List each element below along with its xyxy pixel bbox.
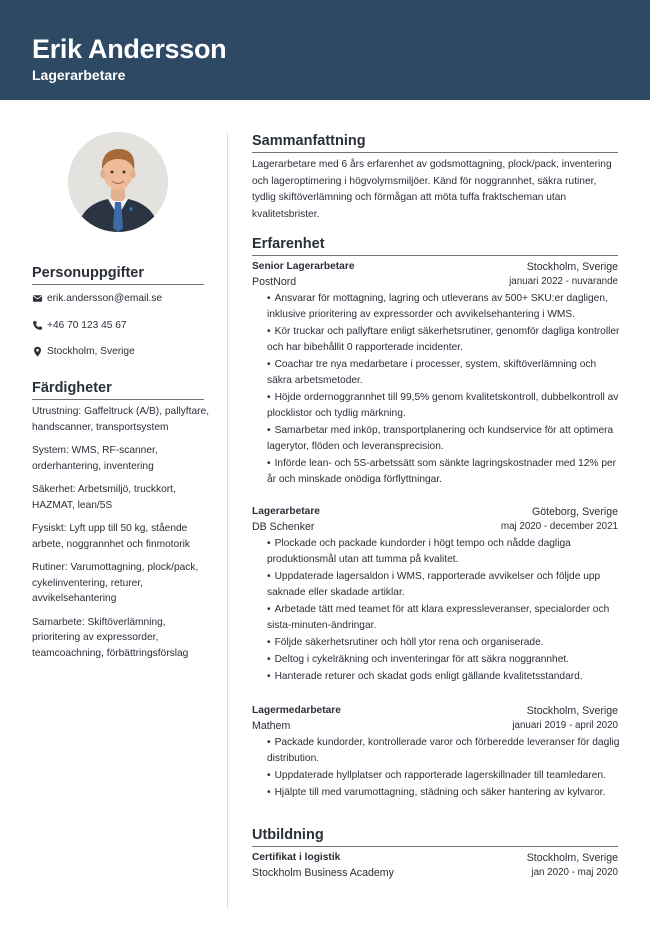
education-dates: jan 2020 - maj 2020 bbox=[531, 866, 618, 878]
column-divider bbox=[227, 133, 228, 908]
skill-item: System: WMS, RF-scanner, orderhantering, inventering bbox=[32, 445, 158, 472]
job-title: Senior Lagerarbetare bbox=[252, 261, 355, 272]
email-text: erik.andersson@email.se bbox=[47, 293, 163, 304]
envelope-icon bbox=[32, 293, 43, 304]
education-entry bbox=[252, 851, 618, 880]
summary-heading: Sammanfattning bbox=[252, 132, 618, 153]
contact-location bbox=[32, 345, 135, 358]
contact-phone[interactable] bbox=[32, 319, 127, 332]
job-bullet: • Packade kundorder, kontrollerade varor och förberedde leveranser för daglig distribution. bbox=[267, 735, 622, 767]
education-location: Stockholm, Sverige bbox=[526, 852, 618, 864]
job-title: Lagermedarbetare bbox=[252, 705, 341, 716]
job-company: Mathem bbox=[252, 719, 291, 732]
job-bullets bbox=[252, 291, 622, 488]
summary-text: Lagerarbetare med 6 års erfarenhet av godsmottagning, plock/pack, inventering och lageroptimering i högvolymsmiljöer. Känd för noggrannhet, säkra rutiner, tydlig skiftöverlämning och förmågan att möta tuffa fraktscheman utan kvalitetsbrister. bbox=[252, 159, 612, 221]
job-bullet: • Ansvarar för mottagning, lagring och utleverans av 500+ SKU:er dagligen, inklusive prioritering av expressorder och avvikelsehantering i WMS. bbox=[267, 291, 622, 323]
phone-icon bbox=[32, 320, 43, 331]
job-company: PostNord bbox=[252, 275, 297, 288]
phone-text: +46 70 123 45 67 bbox=[47, 320, 127, 331]
skill-item: Rutiner: Varumottagning, plock/pack, cykelinventering, returer, avvikelsehantering bbox=[32, 562, 199, 604]
job-entry bbox=[252, 505, 618, 686]
header-banner bbox=[0, 0, 650, 100]
job-bullet: • Uppdaterade hyllplatser och rapporterade lagerskillnader till teamledaren. bbox=[267, 768, 622, 784]
candidate-name: Erik Andersson bbox=[32, 34, 227, 64]
avatar bbox=[68, 132, 168, 232]
skill-item: Samarbete: Skiftöverlämning, prioritering av expressorder, teamcoachning, förbättringsförslag bbox=[32, 616, 189, 659]
job-dates: januari 2019 - april 2020 bbox=[512, 719, 618, 731]
job-bullet: • Hanterade returer och skadat gods enligt gällande kvalitetsstandard. bbox=[267, 669, 622, 685]
job-bullet: • Hjälpte till med varumottagning, städning och säker hantering av kylvaror. bbox=[267, 785, 622, 801]
job-bullet: • Kör truckar och pallyftare enligt säkerhetsrutiner, genomför dagliga kontroller och har bibehållit 0 rapporterade incidenter. bbox=[267, 324, 622, 356]
experience-heading: Erfarenhet bbox=[252, 235, 618, 256]
job-location: Göteborg, Sverige bbox=[532, 506, 618, 518]
job-bullets bbox=[252, 735, 622, 801]
job-bullet: • Samarbetar med inköp, transportplanering och kundservice för att optimera lagerytor, flöden och leveransprecision. bbox=[267, 423, 622, 455]
skill-item: Fysiskt: Lyft upp till 50 kg, stående arbete, noggrannhet och finmotorik bbox=[32, 523, 191, 550]
education-heading: Utbildning bbox=[252, 826, 618, 847]
education-title: Certifikat i logistik bbox=[252, 852, 341, 863]
job-bullet: • Införde lean- och 5S-arbetssätt som sänkte lagringskostnader med 12% per år och minskade onödiga förflyttningar. bbox=[267, 456, 622, 488]
job-location: Stockholm, Sverige bbox=[526, 261, 618, 273]
job-bullet: • Coachar tre nya medarbetare i processer, system, skiftöverlämning och säkra arbetsmetoder. bbox=[267, 357, 622, 389]
job-dates: januari 2022 - nuvarande bbox=[509, 275, 618, 287]
job-entry bbox=[252, 260, 618, 489]
job-bullet: • Plockade och packade kundorder i högt tempo och nådde dagliga produktionsmål utan att tumma på kvalitet. bbox=[267, 536, 622, 568]
skill-item: Utrustning: Gaffeltruck (A/B), pallyftare, handscanner, transportsystem bbox=[32, 406, 210, 433]
job-bullet: • Arbetade tätt med teamet för att klara expressleveranser, specialorder och sista-minuten-ändringar. bbox=[267, 602, 622, 634]
job-dates: maj 2020 - december 2021 bbox=[500, 520, 618, 532]
skills-heading: Färdigheter bbox=[32, 379, 204, 400]
job-bullet: • Följde säkerhetsrutiner och höll ytor rena och organiserade. bbox=[267, 635, 622, 651]
location-text: Stockholm, Sverige bbox=[47, 346, 135, 357]
job-bullet: • Deltog i cykelräkning och inventeringar för att säkra noggrannhet. bbox=[267, 652, 622, 668]
job-company: DB Schenker bbox=[252, 520, 315, 533]
education-school: Stockholm Business Academy bbox=[252, 866, 394, 879]
job-bullet: • Höjde ordernoggrannhet till 99,5% genom kvalitetskontroll, dubbelkontroll av plocklistor och tydlig märkning. bbox=[267, 390, 622, 422]
job-bullets bbox=[252, 536, 622, 685]
job-bullet: • Uppdaterade lagersaldon i WMS, rapporterade avvikelser och följde upp saknade eller skadade artiklar. bbox=[267, 569, 622, 601]
job-entry bbox=[252, 704, 618, 802]
skill-item: Säkerhet: Arbetsmiljö, truckkort, HAZMAT, lean/5S bbox=[32, 484, 176, 511]
skills-list bbox=[32, 404, 212, 669]
contact-email[interactable] bbox=[32, 292, 162, 305]
job-title: Lagerarbetare bbox=[252, 506, 320, 517]
map-pin-icon bbox=[32, 346, 43, 357]
candidate-title: Lagerarbetare bbox=[32, 67, 126, 83]
job-location: Stockholm, Sverige bbox=[526, 705, 618, 717]
personal-heading: Personuppgifter bbox=[32, 264, 204, 285]
